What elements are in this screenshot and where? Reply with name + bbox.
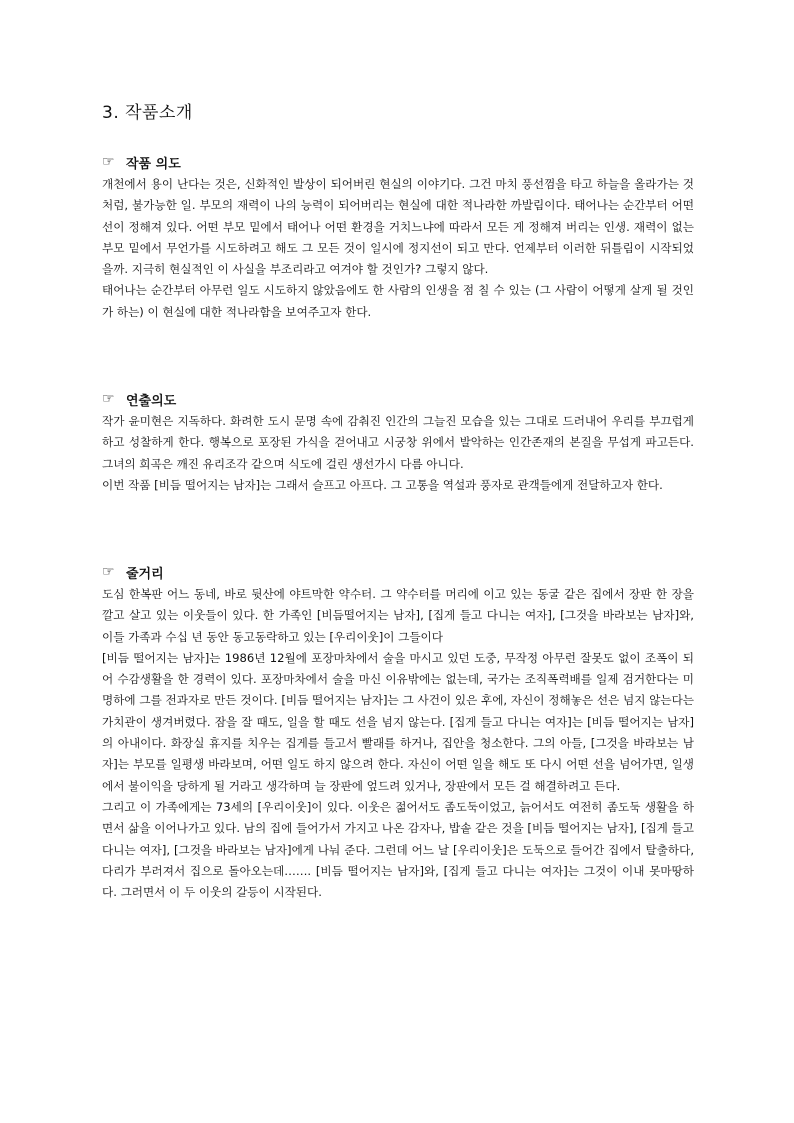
section-body [102,411,694,496]
section-heading [102,389,694,409]
section-heading [102,152,694,172]
section-synopsis [102,562,694,903]
pointing-hand-icon: ☞ [102,564,115,580]
paragraph: 이번 작품 [비듬 떨어지는 남자]는 그래서 슬프고 아프다. 그 고통을 역설과 풍자로 관객들에게 전달하고자 한다. [102,477,663,492]
section-heading-label: 작품 의도 [126,156,181,172]
paragraph: 태어나는 순간부터 아무런 일도 시도하지 않았음에도 한 사람의 인생을 점 칠 수 있는 (그 사람이 어떻게 살게 될 것인가 하는) 이 현실에 대한 적나라함을 보여주고자 한다. [102,283,694,319]
section-body [102,584,694,903]
paragraph: 작가 윤미현은 지독하다. 화려한 도시 문명 속에 감춰진 인간의 그늘진 모습을 있는 그대로 드러내어 우리를 부끄럽게 하고 성찰하게 한다. 행복으로 포장된 가식을 걷어내고 시궁창 위에서 발악하는 인간존재의 본질을 무섭게 파고든다. 그녀의 희곡은 깨진 유리조각 같으며 식도에 걸린 생선가시 다름 아니다. [102,414,694,471]
pointing-hand-icon: ☞ [102,391,115,407]
section-intent [102,152,694,323]
paragraph: [비듬 떨어지는 남자]는 1986년 12월에 포장마차에서 술을 마시고 있던 도중, 무작정 아무런 잘못도 없이 조폭이 되어 수감생활을 한 경력이 있다. 포장마차에서 술을 마신 이유밖에는 없는데, 국가는 조직폭력배를 일제 검거한다는 미명하에 그를 전과자로 만든 것이다. [비듬 떨어지는 남자]는 그 사건이 있은 후에, 자신이 정해놓은 선은 넘지 않는다는 가치관이 생겨버렸다. 잠을 잘 때도, 일을 할 때도 선을 넘지 않는다. [집게 들고 다니는 여자]는 [비듬 떨어지는 남자]의 아내이다. 화장실 휴지를 치우는 집게를 들고서 빨래를 하거나, 집안을 청소한다. 그의 아들, [그것을 바라보는 남자]는 부모를 일평생 바라보며, 어떤 일도 하지 않으려 한다. 자신이 어떤 일을 해도 또 다시 어떤 선을 넘어가면, 일생에서 불이익을 당하게 될 거라고 생각하며 늘 장판에 엎드려 있거나, 장판에서 모든 걸 해결하려고 든다. [102,650,694,793]
section-body [102,174,694,323]
section-heading [102,562,694,582]
paragraph: 개천에서 용이 난다는 것은, 신화적인 발상이 되어버린 현실의 이야기다. 그건 마치 풍선껌을 타고 하늘을 올라가는 것처럼, 불가능한 일. 부모의 재력이 나의 능력이 되어버리는 현실에 대한 적나라한 까발림이다. 태어나는 순간부터 어떤 선이 정해져 있다. 어떤 부모 밑에서 태어나 어떤 환경을 거치느냐에 따라서 모든 게 정해져 버리는 인생. 재력이 없는 부모 밑에서 무언가를 시도하려고 해도 그 모든 것이 일시에 정지선이 되고 만다. 언제부터 이러한 뒤틀림이 시작되었을까. 지극히 현실적인 이 사실을 부조리라고 여겨야 할 것인가? 그렇지 않다. [102,177,694,277]
paragraph: 도심 한복판 어느 동네, 바로 뒷산에 야트막한 약수터. 그 약수터를 머리에 이고 있는 동굴 같은 집에서 장판 한 장을 깔고 살고 있는 이웃들이 있다. 한 가족인 [비듬떨어지는 남자], [집게 들고 다니는 여자], [그것을 바라보는 남자]와, 이들 가족과 수십 년 동안 동고동락하고 있는 [우리이웃]이 그들이다 [102,587,694,644]
paragraph: 그리고 이 가족에게는 73세의 [우리이웃]이 있다. 이웃은 젊어서도 좀도둑이었고, 늙어서도 여전히 좀도둑 생활을 하면서 삶을 이어나가고 있다. 남의 집에 들어가서 가지고 나온 감자나, 밥솥 같은 것을 [비듬 떨어지는 남자], [집게 들고 다니는 여자], [그것을 바라보는 남자]에게 나눠 준다. 그런데 어느 날 [우리이웃]은 도둑으로 들어간 집에서 탈출하다, 다리가 부러져서 집으로 돌아오는데……. [비듬 떨어지는 남자]와, [집게 들고 다니는 여자]는 그것이 이내 못마땅하다. 그러면서 이 두 이웃의 갈등이 시작된다. [102,799,694,900]
section-direction [102,389,694,496]
pointing-hand-icon: ☞ [102,154,115,170]
page-title: 3. 작품소개 [102,103,193,123]
section-heading-label: 줄거리 [126,566,164,582]
section-heading-label: 연출의도 [126,393,177,409]
